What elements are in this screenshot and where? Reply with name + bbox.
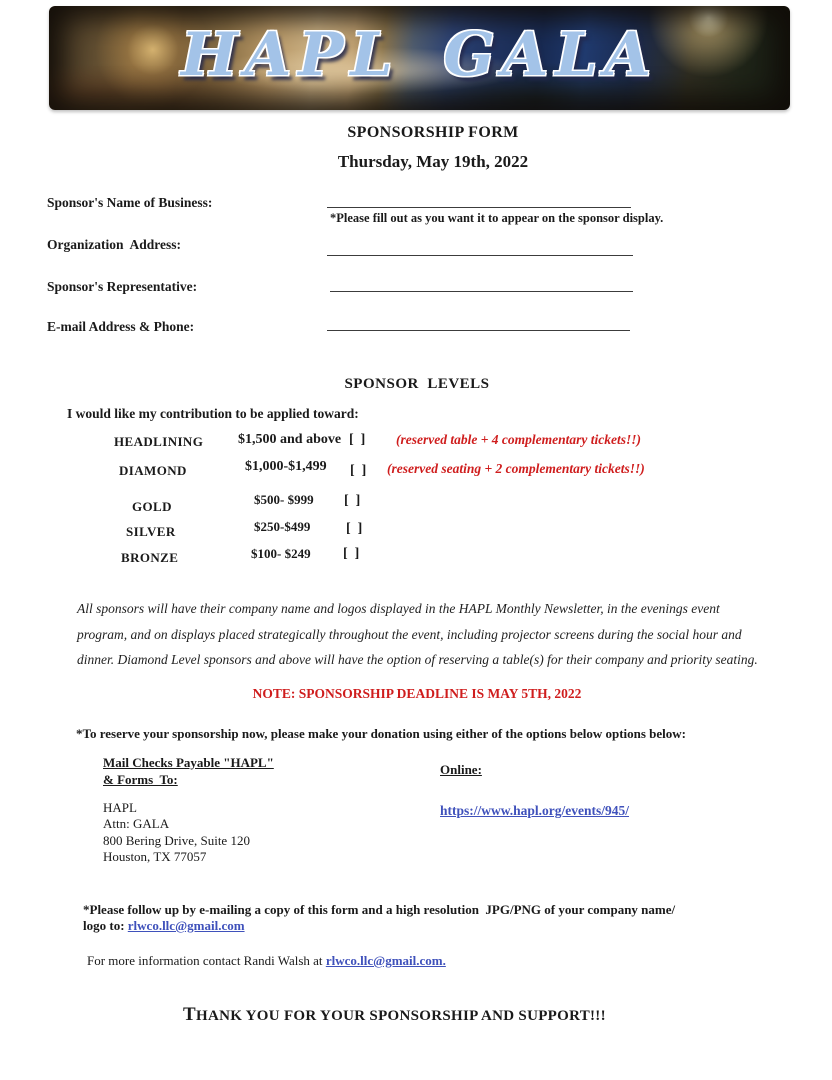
description-line-1: All sponsors will have their company name and logos displayed in the HAPL Monthly Newsletter, in the evenings event <box>77 601 720 616</box>
level-name-diamond: DIAMOND <box>119 463 187 478</box>
business-name-label: Sponsor's Name of Business: <box>47 195 213 210</box>
perk-headlining: (reserved table + 4 complementary tickets!!) <box>396 432 642 447</box>
email-phone-field-line[interactable] <box>327 316 630 331</box>
business-name-note: *Please fill out as you want it to appear on the sponsor display. <box>330 211 664 225</box>
followup-email-link[interactable]: rlwco.llc@gmail.com <box>127 918 245 933</box>
description-line-2: program, and on displays placed strategically throughout the event, including projector screens during the social hour and <box>77 627 742 642</box>
gala-banner-image <box>49 6 790 110</box>
level-amount-diamond: $1,000-$1,499 <box>245 459 327 474</box>
contact-line <box>87 953 446 969</box>
banner-title: HAPL GALA <box>181 20 658 90</box>
thank-you-message: THANK YOU FOR YOUR SPONSORSHIP AND SUPPORT!!! <box>183 1004 606 1025</box>
followup-line-2 <box>83 918 245 934</box>
level-name-headlining: HEADLINING <box>114 434 204 449</box>
email-phone-label: E-mail Address & Phone: <box>47 319 195 334</box>
checkbox-silver[interactable]: [ ] <box>346 521 363 536</box>
organization-address-label: Organization Address: <box>47 237 182 252</box>
mail-address-line-3: 800 Bering Drive, Suite 120 <box>103 833 250 848</box>
description-line-3: dinner. Diamond Level sponsors and above will have the option of reserving a table(s) for their company and priority seating. <box>77 652 758 667</box>
checkbox-headlining[interactable]: [ ] <box>349 432 366 447</box>
mail-address-line-4: Houston, TX 77057 <box>103 849 207 864</box>
mail-address-line-2: Attn: GALA <box>103 816 170 831</box>
checkbox-bronze[interactable]: [ ] <box>343 546 360 561</box>
level-name-bronze: BRONZE <box>121 550 179 565</box>
representative-field-line[interactable] <box>330 277 633 292</box>
mail-checks-heading-line2: & Forms To: <box>103 772 178 787</box>
organization-address-field-line[interactable] <box>327 241 633 256</box>
reserve-instructions: *To reserve your sponsorship now, please make your donation using either of the options below options below: <box>76 726 686 741</box>
page-title: SPONSORSHIP FORM <box>347 124 519 141</box>
level-amount-gold: $500- $999 <box>254 492 314 507</box>
mail-checks-heading-line1: Mail Checks Payable "HAPL" <box>103 755 274 770</box>
business-name-field-line[interactable] <box>327 193 631 208</box>
online-donation-link[interactable]: https://www.hapl.org/events/945/ <box>440 803 630 818</box>
contribution-intro: I would like my contribution to be applied toward: <box>67 406 359 421</box>
checkbox-diamond[interactable]: [ ] <box>350 463 367 478</box>
level-amount-headlining: $1,500 and above <box>238 432 342 447</box>
level-amount-bronze: $100- $249 <box>251 546 311 561</box>
online-heading: Online: <box>440 762 482 777</box>
followup-line-2-prefix: logo to: <box>83 918 128 933</box>
level-amount-silver: $250-$499 <box>254 519 311 534</box>
sponsor-levels-title: SPONSOR LEVELS <box>344 376 490 392</box>
event-date: Thursday, May 19th, 2022 <box>337 152 529 171</box>
followup-line-1: *Please follow up by e-mailing a copy of this form and a high resolution JPG/PNG of your company name/ <box>83 902 676 917</box>
level-name-gold: GOLD <box>132 499 172 514</box>
level-name-silver: SILVER <box>126 524 176 539</box>
contact-prefix: For more information contact Randi Walsh at <box>87 953 326 968</box>
mail-address-line-1: HAPL <box>103 800 137 815</box>
representative-label: Sponsor's Representative: <box>47 279 198 294</box>
contact-email-link[interactable]: rlwco.llc@gmail.com. <box>325 953 446 968</box>
checkbox-gold[interactable]: [ ] <box>344 493 361 508</box>
deadline-note: NOTE: SPONSORSHIP DEADLINE IS MAY 5TH, 2022 <box>252 686 582 701</box>
perk-diamond: (reserved seating + 2 complementary tickets!!) <box>387 461 645 476</box>
